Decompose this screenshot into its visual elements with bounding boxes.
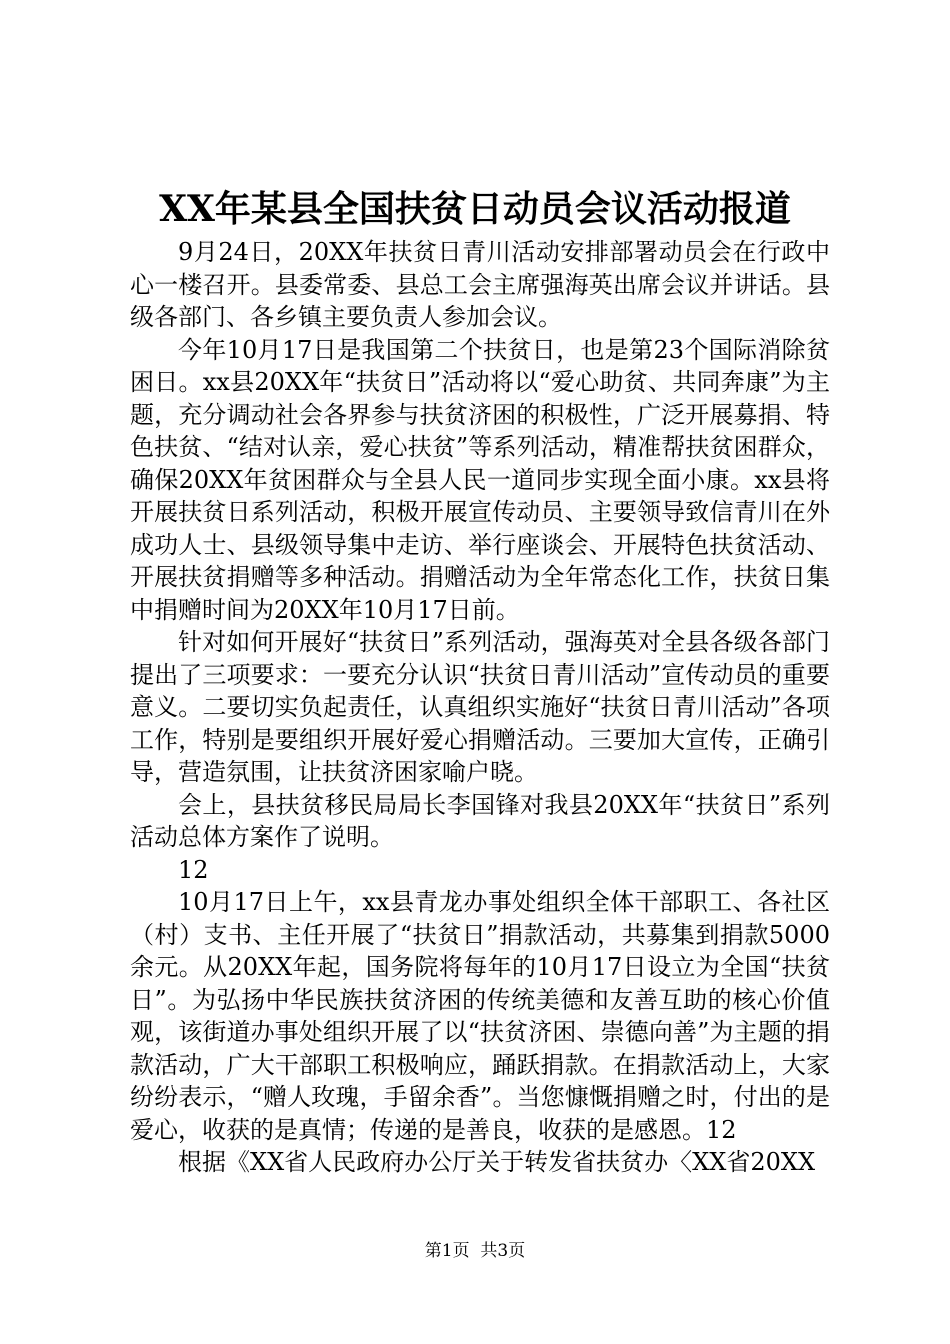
document-body: [130, 236, 830, 1179]
page-footer: [0, 1239, 950, 1263]
page-number: 第1页: [424, 1241, 470, 1261]
paragraph-7: 根据《XX省人民政府办公厅关于转发省扶贫办〈XX省20XX: [178, 1148, 816, 1176]
paragraph-2: 今年10月17日是我国第二个扶贫日，也是第23个国际消除贫困日。xx县20XX年“扶贫日”活动将以“爱心助贫、共同奔康”为主题，充分调动社会各界参与扶贫济困的积极性，广泛开展募捐、特色扶贫、“结对认亲，爱心扶贫”等系列活动，精准帮扶贫困群众，确保20XX年贫困群众与全县人民一道同步实现全面小康。xx县将开展扶贫日系列活动，积极开展宣传动员、主要领导致信青川在外成功人士、县级领导集中走访、举行座谈会、开展特色扶贫活动、开展扶贫捐赠等多种活动。捐赠活动为全年常态化工作，扶贫日集中捐赠时间为20XX年10月17日前。: [130, 335, 830, 624]
page-total: 共3页: [480, 1241, 526, 1261]
paragraph-4: 会上，县扶贫移民局局长李国锋对我县20XX年“扶贫日”系列活动总体方案作了说明。: [130, 790, 830, 851]
paragraph-6: 10月17日上午，xx县青龙办事处组织全体干部职工、各社区（村）支书、主任开展了“扶贫日”捐款活动，共募集到捐款5000余元。从20XX年起，国务院将每年的10月17日设立为全国“扶贫日”。为弘扬中华民族扶贫济困的传统美德和友善互助的核心价值观，该街道办事处组织开展了以“扶贫济困、崇德向善”为主题的捐款活动，广大干部职工积极响应，踊跃捐款。在捐款活动上，大家纷纷表示，“赠人玫瑰，手留余香”。当您慷慨捐赠之时，付出的是爱心，收获的是真情；传递的是善良，收获的是感恩。12: [130, 888, 830, 1144]
footer-spacer: [470, 1241, 481, 1261]
paragraph-5: 12: [178, 855, 209, 884]
paragraph-1: 9月24日，20XX年扶贫日青川活动安排部署动员会在行政中心一楼召开。县委常委、县总工会主席强海英出席会议并讲话。县级各部门、各乡镇主要负责人参加会议。: [130, 238, 830, 331]
document-title: XX年某县全国扶贫日动员会议活动报道: [159, 188, 791, 230]
paragraph-3: 针对如何开展好“扶贫日”系列活动，强海英对全县各级各部门提出了三项要求：一要充分认识“扶贫日青川活动”宣传动员的重要意义。二要切实负起责任，认真组织实施好“扶贫日青川活动”各项工作，特别是要组织开展好爱心捐赠活动。三要加大宣传，正确引导，营造氛围，让扶贫济困家喻户晓。: [130, 628, 830, 786]
